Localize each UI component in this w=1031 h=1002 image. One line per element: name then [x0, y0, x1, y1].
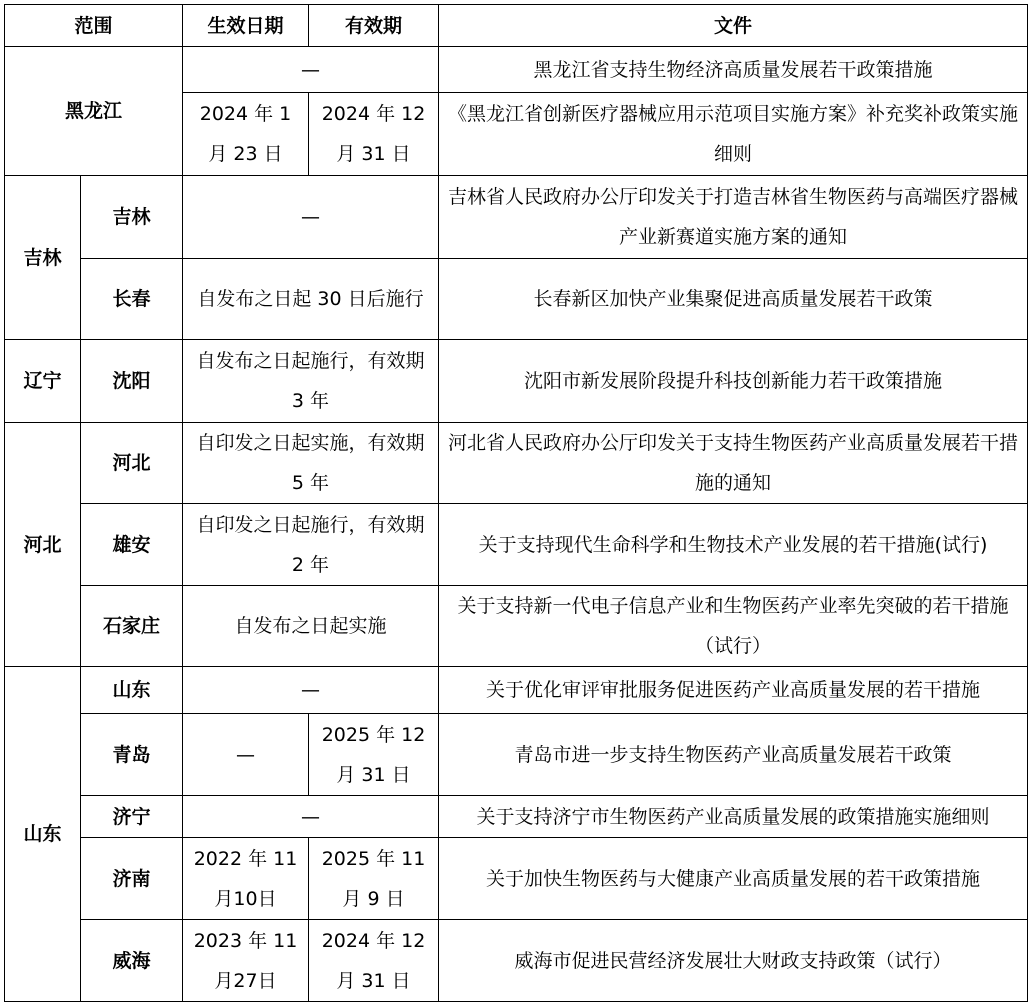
document-cell: 吉林省人民政府办公厅印发关于打造吉林省生物医药与高端医疗器械产业新赛道实施方案的通知	[439, 176, 1028, 259]
document-cell: 青岛市进一步支持生物医药产业高质量发展若干政策	[439, 714, 1028, 796]
effective-date-cell: 自印发之日起实施，有效期 5 年	[183, 423, 439, 504]
table-row	[5, 259, 1028, 340]
header-scope: 范围	[5, 5, 183, 47]
region-jilin: 吉林	[5, 176, 81, 340]
effective-date-cell: 自发布之日起实施	[183, 586, 439, 667]
city-jinan: 济南	[81, 838, 183, 920]
city-jining: 济宁	[81, 796, 183, 838]
validity-cell: 2024 年 12 月 31 日	[309, 920, 439, 1002]
validity-cell: 2025 年 12 月 31 日	[309, 714, 439, 796]
region-heilongjiang: 黑龙江	[5, 47, 183, 176]
effective-date-cell: —	[183, 714, 309, 796]
table-row	[5, 920, 1028, 1002]
document-cell: 沈阳市新发展阶段提升科技创新能力若干政策措施	[439, 340, 1028, 423]
table-row	[5, 423, 1028, 504]
policy-table	[4, 4, 1028, 1002]
city-weihai: 威海	[81, 920, 183, 1002]
table-row	[5, 796, 1028, 838]
effective-date-cell: 自印发之日起施行，有效期 2 年	[183, 504, 439, 586]
effective-date-cell: 2022 年 11月10日	[183, 838, 309, 920]
effective-date-cell: 2024 年 1 月 23 日	[183, 93, 309, 176]
date-dash: —	[183, 667, 439, 714]
table-row	[5, 838, 1028, 920]
header-validity: 有效期	[309, 5, 439, 47]
date-dash: —	[183, 796, 439, 838]
document-cell: 《黑龙江省创新医疗器械应用示范项目实施方案》补充奖补政策实施细则	[439, 93, 1028, 176]
header-document: 文件	[439, 5, 1028, 47]
document-cell: 关于支持新一代电子信息产业和生物医药产业率先突破的若干措施（试行）	[439, 586, 1028, 667]
document-cell: 黑龙江省支持生物经济高质量发展若干政策措施	[439, 47, 1028, 93]
table-row	[5, 714, 1028, 796]
table-row	[5, 176, 1028, 259]
header-row	[5, 5, 1028, 47]
city-hebei: 河北	[81, 423, 183, 504]
region-liaoning: 辽宁	[5, 340, 81, 423]
validity-cell: 2025 年 11 月 9 日	[309, 838, 439, 920]
header-effective-date: 生效日期	[183, 5, 309, 47]
validity-cell: 2024 年 12 月 31 日	[309, 93, 439, 176]
city-changchun: 长春	[81, 259, 183, 340]
date-dash: —	[183, 47, 439, 93]
effective-date-cell: 2023 年 11月27日	[183, 920, 309, 1002]
effective-date-cell: 自发布之日起施行，有效期 3 年	[183, 340, 439, 423]
document-cell: 关于支持现代生命科学和生物技术产业发展的若干措施(试行)	[439, 504, 1028, 586]
table-row	[5, 586, 1028, 667]
region-hebei: 河北	[5, 423, 81, 667]
document-cell: 关于优化审评审批服务促进医药产业高质量发展的若干措施	[439, 667, 1028, 714]
document-cell: 河北省人民政府办公厅印发关于支持生物医药产业高质量发展若干措施的通知	[439, 423, 1028, 504]
table-row	[5, 47, 1028, 93]
document-cell: 关于加快生物医药与大健康产业高质量发展的若干政策措施	[439, 838, 1028, 920]
date-dash: —	[183, 176, 439, 259]
document-cell: 关于支持济宁市生物医药产业高质量发展的政策措施实施细则	[439, 796, 1028, 838]
city-shijiazhuang: 石家庄	[81, 586, 183, 667]
city-qingdao: 青岛	[81, 714, 183, 796]
city-shenyang: 沈阳	[81, 340, 183, 423]
city-jilin: 吉林	[81, 176, 183, 259]
table-row	[5, 504, 1028, 586]
region-shandong: 山东	[5, 667, 81, 1002]
city-shandong: 山东	[81, 667, 183, 714]
document-cell: 长春新区加快产业集聚促进高质量发展若干政策	[439, 259, 1028, 340]
table-row	[5, 667, 1028, 714]
effective-date-cell: 自发布之日起 30 日后施行	[183, 259, 439, 340]
document-cell: 威海市促进民营经济发展壮大财政支持政策（试行）	[439, 920, 1028, 1002]
city-xiongan: 雄安	[81, 504, 183, 586]
table-row	[5, 340, 1028, 423]
